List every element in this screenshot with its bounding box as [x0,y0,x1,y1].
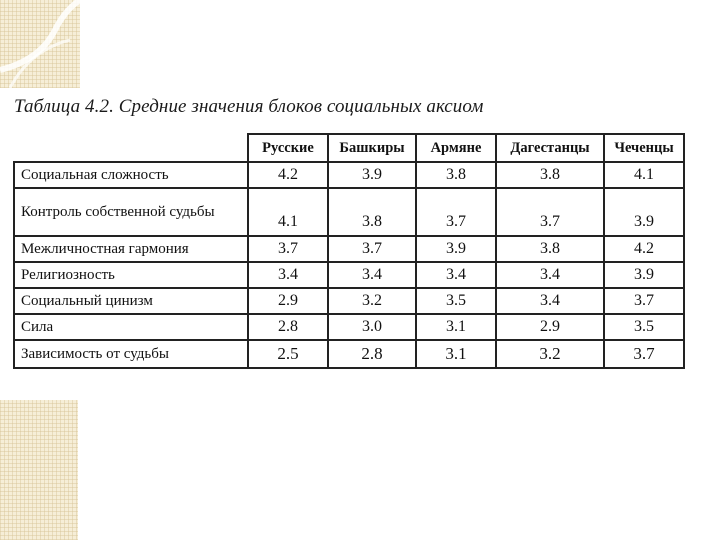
table-cell: 3.9 [604,188,684,236]
table-row [14,288,684,314]
row-label: Социальная сложность [14,162,248,188]
table-cell: 3.7 [416,188,496,236]
table-cell: 3.7 [604,288,684,314]
table-row [14,340,684,368]
table-cell: 2.9 [248,288,328,314]
table-header-row [14,134,684,162]
table-cell: 3.2 [328,288,416,314]
row-label: Контроль собственной судьбы [14,188,248,236]
header-empty-cell [14,134,248,162]
table-cell: 3.4 [248,262,328,288]
table-caption: Таблица 4.2. Средние значения блоков социальных аксиом [14,96,484,117]
swirl-ornament-icon [0,0,80,88]
table-cell: 3.4 [416,262,496,288]
decorative-pattern-top [0,0,80,88]
table-row [14,262,684,288]
row-label: Сила [14,314,248,340]
table-cell: 3.5 [416,288,496,314]
table-row [14,162,684,188]
table-cell: 4.1 [604,162,684,188]
table-cell: 3.1 [416,340,496,368]
table-cell: 4.1 [248,188,328,236]
row-label: Межличностная гармония [14,236,248,262]
table-cell: 3.9 [604,262,684,288]
table-cell: 2.9 [496,314,604,340]
column-header: Чеченцы [604,134,684,162]
table-cell: 3.4 [496,262,604,288]
table-cell: 3.8 [328,188,416,236]
table-cell: 3.7 [496,188,604,236]
column-header: Русские [248,134,328,162]
table-cell: 3.0 [328,314,416,340]
table-cell: 3.8 [416,162,496,188]
table-cell: 3.7 [604,340,684,368]
table-cell: 3.9 [416,236,496,262]
table-cell: 2.5 [248,340,328,368]
table-cell: 2.8 [328,340,416,368]
column-header: Башкиры [328,134,416,162]
decorative-pattern-bottom [0,400,78,540]
table-cell: 2.8 [248,314,328,340]
row-label: Зависимость от судьбы [14,340,248,368]
table-cell: 3.7 [328,236,416,262]
table-cell: 3.7 [248,236,328,262]
table-cell: 4.2 [248,162,328,188]
table-cell: 3.4 [328,262,416,288]
table-row [14,314,684,340]
column-header: Дагестанцы [496,134,604,162]
table-cell: 3.9 [328,162,416,188]
table-row [14,236,684,262]
table-cell: 3.1 [416,314,496,340]
social-axioms-table [13,133,685,369]
table-cell: 3.4 [496,288,604,314]
table-cell: 3.2 [496,340,604,368]
row-label: Социальный цинизм [14,288,248,314]
table-cell: 4.2 [604,236,684,262]
table-cell: 3.8 [496,236,604,262]
table-row [14,188,684,236]
table-cell: 3.8 [496,162,604,188]
table-cell: 3.5 [604,314,684,340]
row-label: Религиозность [14,262,248,288]
column-header: Армяне [416,134,496,162]
